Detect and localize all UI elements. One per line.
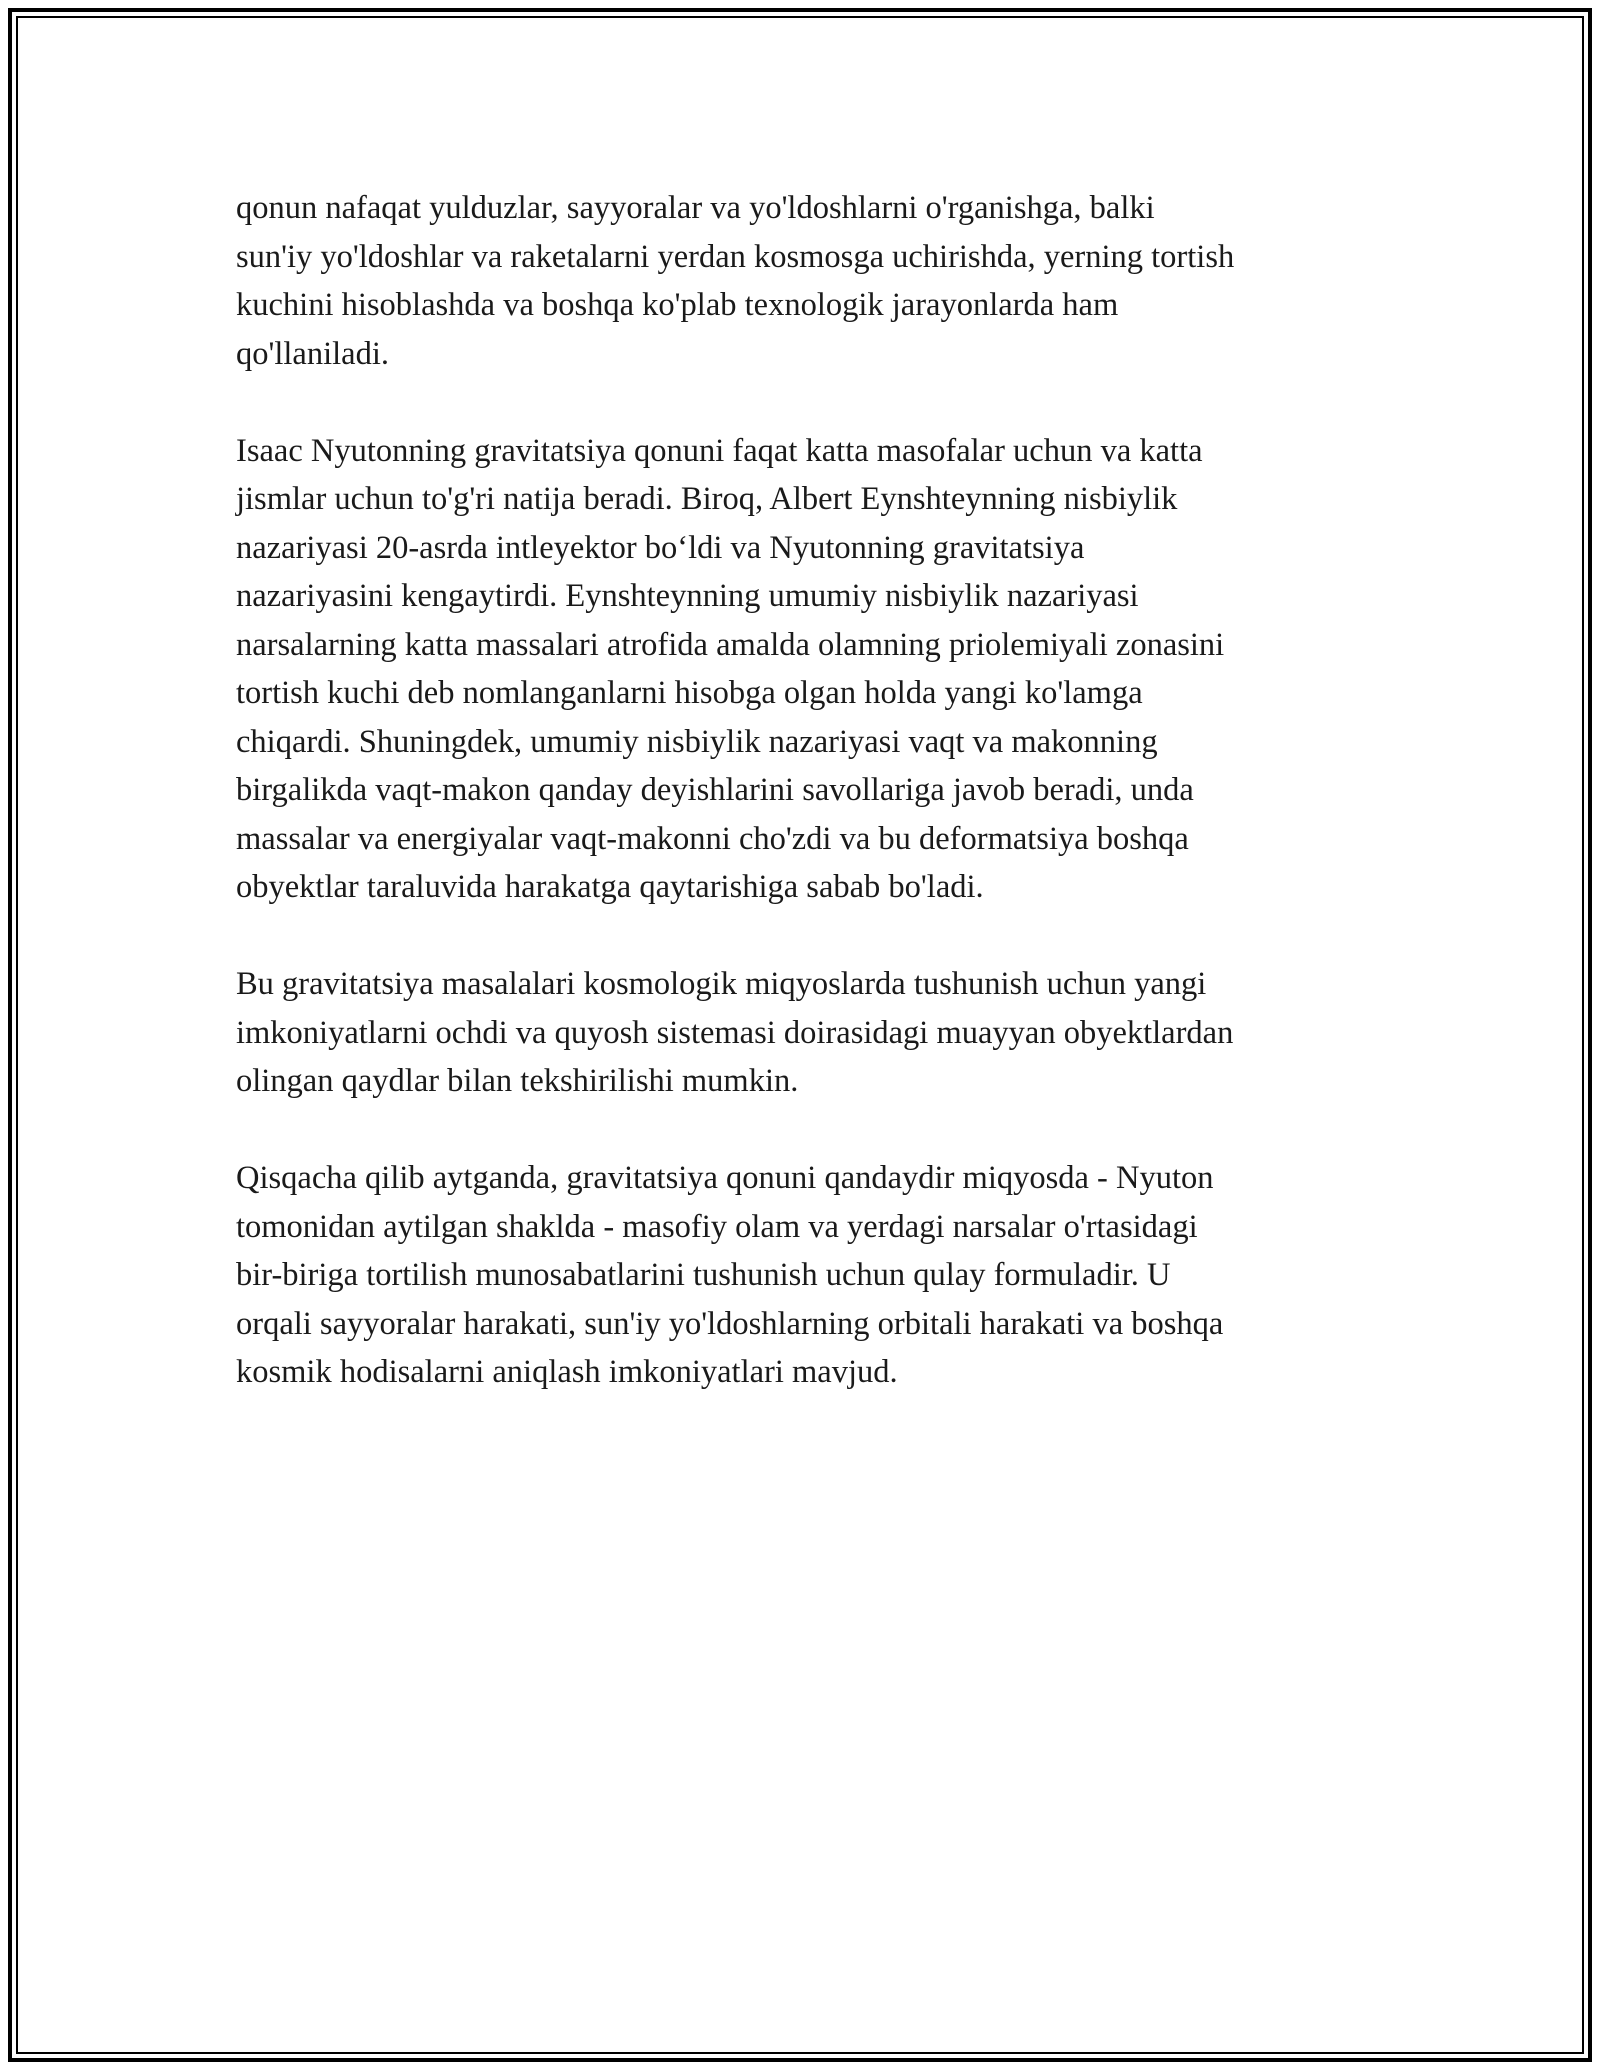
- paragraph-3: Bu gravitatsiya masalalari kosmologik miqyoslarda tushunish uchun yangi imkoniyatlarni ochdi va quyosh sistemasi doirasidagi muayyan obyektlardan olingan qaydlar bilan tekshirilishi mumkin.: [236, 966, 1234, 1099]
- paragraph-4: Qisqacha qilib aytganda, gravitatsiya qonuni qandaydir miqyosda - Nyuton tomonidan aytilgan shaklda - masofiy olam va yerdagi narsalar o'rtasidagi bir-biriga tortilish munosabatlarini tushunish uchun qulay formuladir. U orqali sayyoralar harakati, sun'iy yo'ldoshlarning orbitali harakati va boshqa kosmik hodisalarni aniqlash imkoniyatlari mavjud.: [236, 1160, 1224, 1390]
- document-body: [236, 184, 1396, 1445]
- paragraph-2: Isaac Nyutonning gravitatsiya qonuni faqat katta masofalar uchun va katta jismlar uchun to'g'ri natija beradi. Biroq, Albert Eynshteynning nisbiylik nazariyasi 20-asrda intleyektor bo‘ldi va Nyutonning gravitatsiya nazariyasini kengaytirdi. Eynshteynning umumiy nisbiylik nazariyasi narsalarning katta massalari atrofida amalda olamning priolemiyali zonasini tortish kuchi deb nomlanganlarni hisobga olgan holda yangi ko'lamga chiqardi. Shuningdek, umumiy nisbiylik nazariyasi vaqt va makonning birgalikda vaqt-makon qanday deyishlarini savollariga javob beradi, unda massalar va energiyalar vaqt-makonni cho'zdi va bu deformatsiya boshqa obyektlar taraluvida harakatga qaytarishiga sabab bo'ladi.: [236, 432, 1225, 905]
- paragraph-1: qonun nafaqat yulduzlar, sayyoralar va yo'ldoshlarni o'rganishga, balki sun'iy yo'ldoshlar va raketalarni yerdan kosmosga uchirishda, yerning tortish kuchini hisoblashda va boshqa ko'plab texnologik jarayonlarda ham qo'llaniladi.: [236, 190, 1235, 372]
